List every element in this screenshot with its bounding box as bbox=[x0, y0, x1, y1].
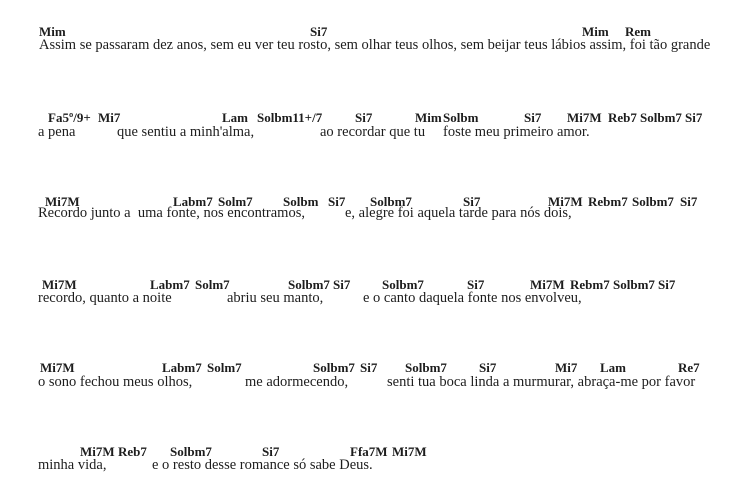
lyric-segment: e o resto desse romance só sabe Deus. bbox=[152, 457, 373, 473]
chord: Solbm7 bbox=[405, 360, 447, 375]
chord: Mi7M bbox=[80, 444, 115, 459]
chord: Ffa7M bbox=[350, 444, 388, 459]
chord: Mi7M bbox=[530, 277, 565, 292]
lyric-segment: a pena bbox=[38, 124, 76, 140]
chord: Re7 bbox=[678, 360, 700, 375]
lyric-segment: o sono fechou meus olhos, bbox=[38, 374, 193, 390]
lyric-segment: Assim se passaram dez anos, sem eu ver teu rosto, sem olhar teus olhos, sem beijar teus lábios assim, foi tão grande bbox=[39, 37, 711, 53]
chord: Si7 bbox=[467, 277, 485, 292]
chord: Si7 bbox=[524, 110, 542, 125]
chord: Si7 bbox=[355, 110, 373, 125]
lyric-segment: Recordo junto a uma fonte, nos encontramos, bbox=[38, 205, 305, 221]
chord: Si7 bbox=[310, 24, 328, 39]
chord: Solbm7 bbox=[370, 194, 412, 209]
chord: Si7 bbox=[479, 360, 497, 375]
chord: Solbm7 bbox=[632, 194, 674, 209]
chord: Si7 bbox=[262, 444, 280, 459]
chord: Mi7M bbox=[548, 194, 583, 209]
chord: Labm7 bbox=[162, 360, 202, 375]
lyric-segment: foste meu primeiro amor. bbox=[443, 124, 590, 140]
chord: Solbm7 bbox=[313, 360, 355, 375]
chord: Mi7M bbox=[40, 360, 75, 375]
chord: Si7 bbox=[685, 110, 703, 125]
chord: Solbm7 bbox=[613, 277, 655, 292]
chord: Mi7M bbox=[42, 277, 77, 292]
chord: Mi7 bbox=[555, 360, 578, 375]
chord: Si7 bbox=[328, 194, 346, 209]
chord: Mim bbox=[582, 24, 609, 39]
lyric-segment: e o canto daquela fonte nos envolveu, bbox=[363, 290, 582, 306]
chord: Solm7 bbox=[218, 194, 253, 209]
chord: Solbm7 bbox=[382, 277, 424, 292]
chord: Mi7M bbox=[45, 194, 80, 209]
chord: Solm7 bbox=[195, 277, 230, 292]
chord: Solbm7 bbox=[288, 277, 330, 292]
chord: Lam bbox=[222, 110, 248, 125]
chord: Labm7 bbox=[150, 277, 190, 292]
lyric-segment: que sentiu a minh'alma, bbox=[117, 124, 255, 140]
lyric-segment: minha vida, bbox=[38, 457, 107, 473]
lyric-segment: recordo, quanto a noite bbox=[38, 290, 172, 306]
lyric-segment: ao recordar que tu bbox=[320, 124, 426, 140]
chord: Si7 bbox=[658, 277, 676, 292]
lyric-segment: e, alegre foi aquela tarde para nós dois, bbox=[345, 205, 572, 221]
chord: Mi7 bbox=[98, 110, 121, 125]
chord: Si7 bbox=[680, 194, 698, 209]
chord: Solbm7 bbox=[170, 444, 212, 459]
chord: Lam bbox=[600, 360, 626, 375]
chord: Si7 bbox=[360, 360, 378, 375]
chord: Solbm11+/7 bbox=[257, 110, 323, 125]
lyric-segment: abriu seu manto, bbox=[227, 290, 324, 306]
chord: Rebm7 bbox=[588, 194, 628, 209]
chord: Mim bbox=[39, 24, 66, 39]
chord: Mi7M bbox=[567, 110, 602, 125]
chord: Fa5º/9+ bbox=[48, 110, 91, 125]
chord: Mi7M bbox=[392, 444, 427, 459]
chord: Solbm7 bbox=[640, 110, 682, 125]
chord: Si7 bbox=[463, 194, 481, 209]
lyric-segment: me adormecendo, bbox=[245, 374, 349, 390]
chord: Mim bbox=[415, 110, 442, 125]
chord: Reb7 bbox=[608, 110, 637, 125]
chord: Rebm7 bbox=[570, 277, 610, 292]
chord: Labm7 bbox=[173, 194, 213, 209]
chord: Si7 bbox=[333, 277, 351, 292]
chord: Solbm bbox=[443, 110, 479, 125]
chord: Solm7 bbox=[207, 360, 242, 375]
lyric-segment: senti tua boca linda a murmurar, abraça-me por favor bbox=[387, 374, 696, 390]
chord: Rem bbox=[625, 24, 651, 39]
chord: Reb7 bbox=[118, 444, 147, 459]
chord: Solbm bbox=[283, 194, 319, 209]
